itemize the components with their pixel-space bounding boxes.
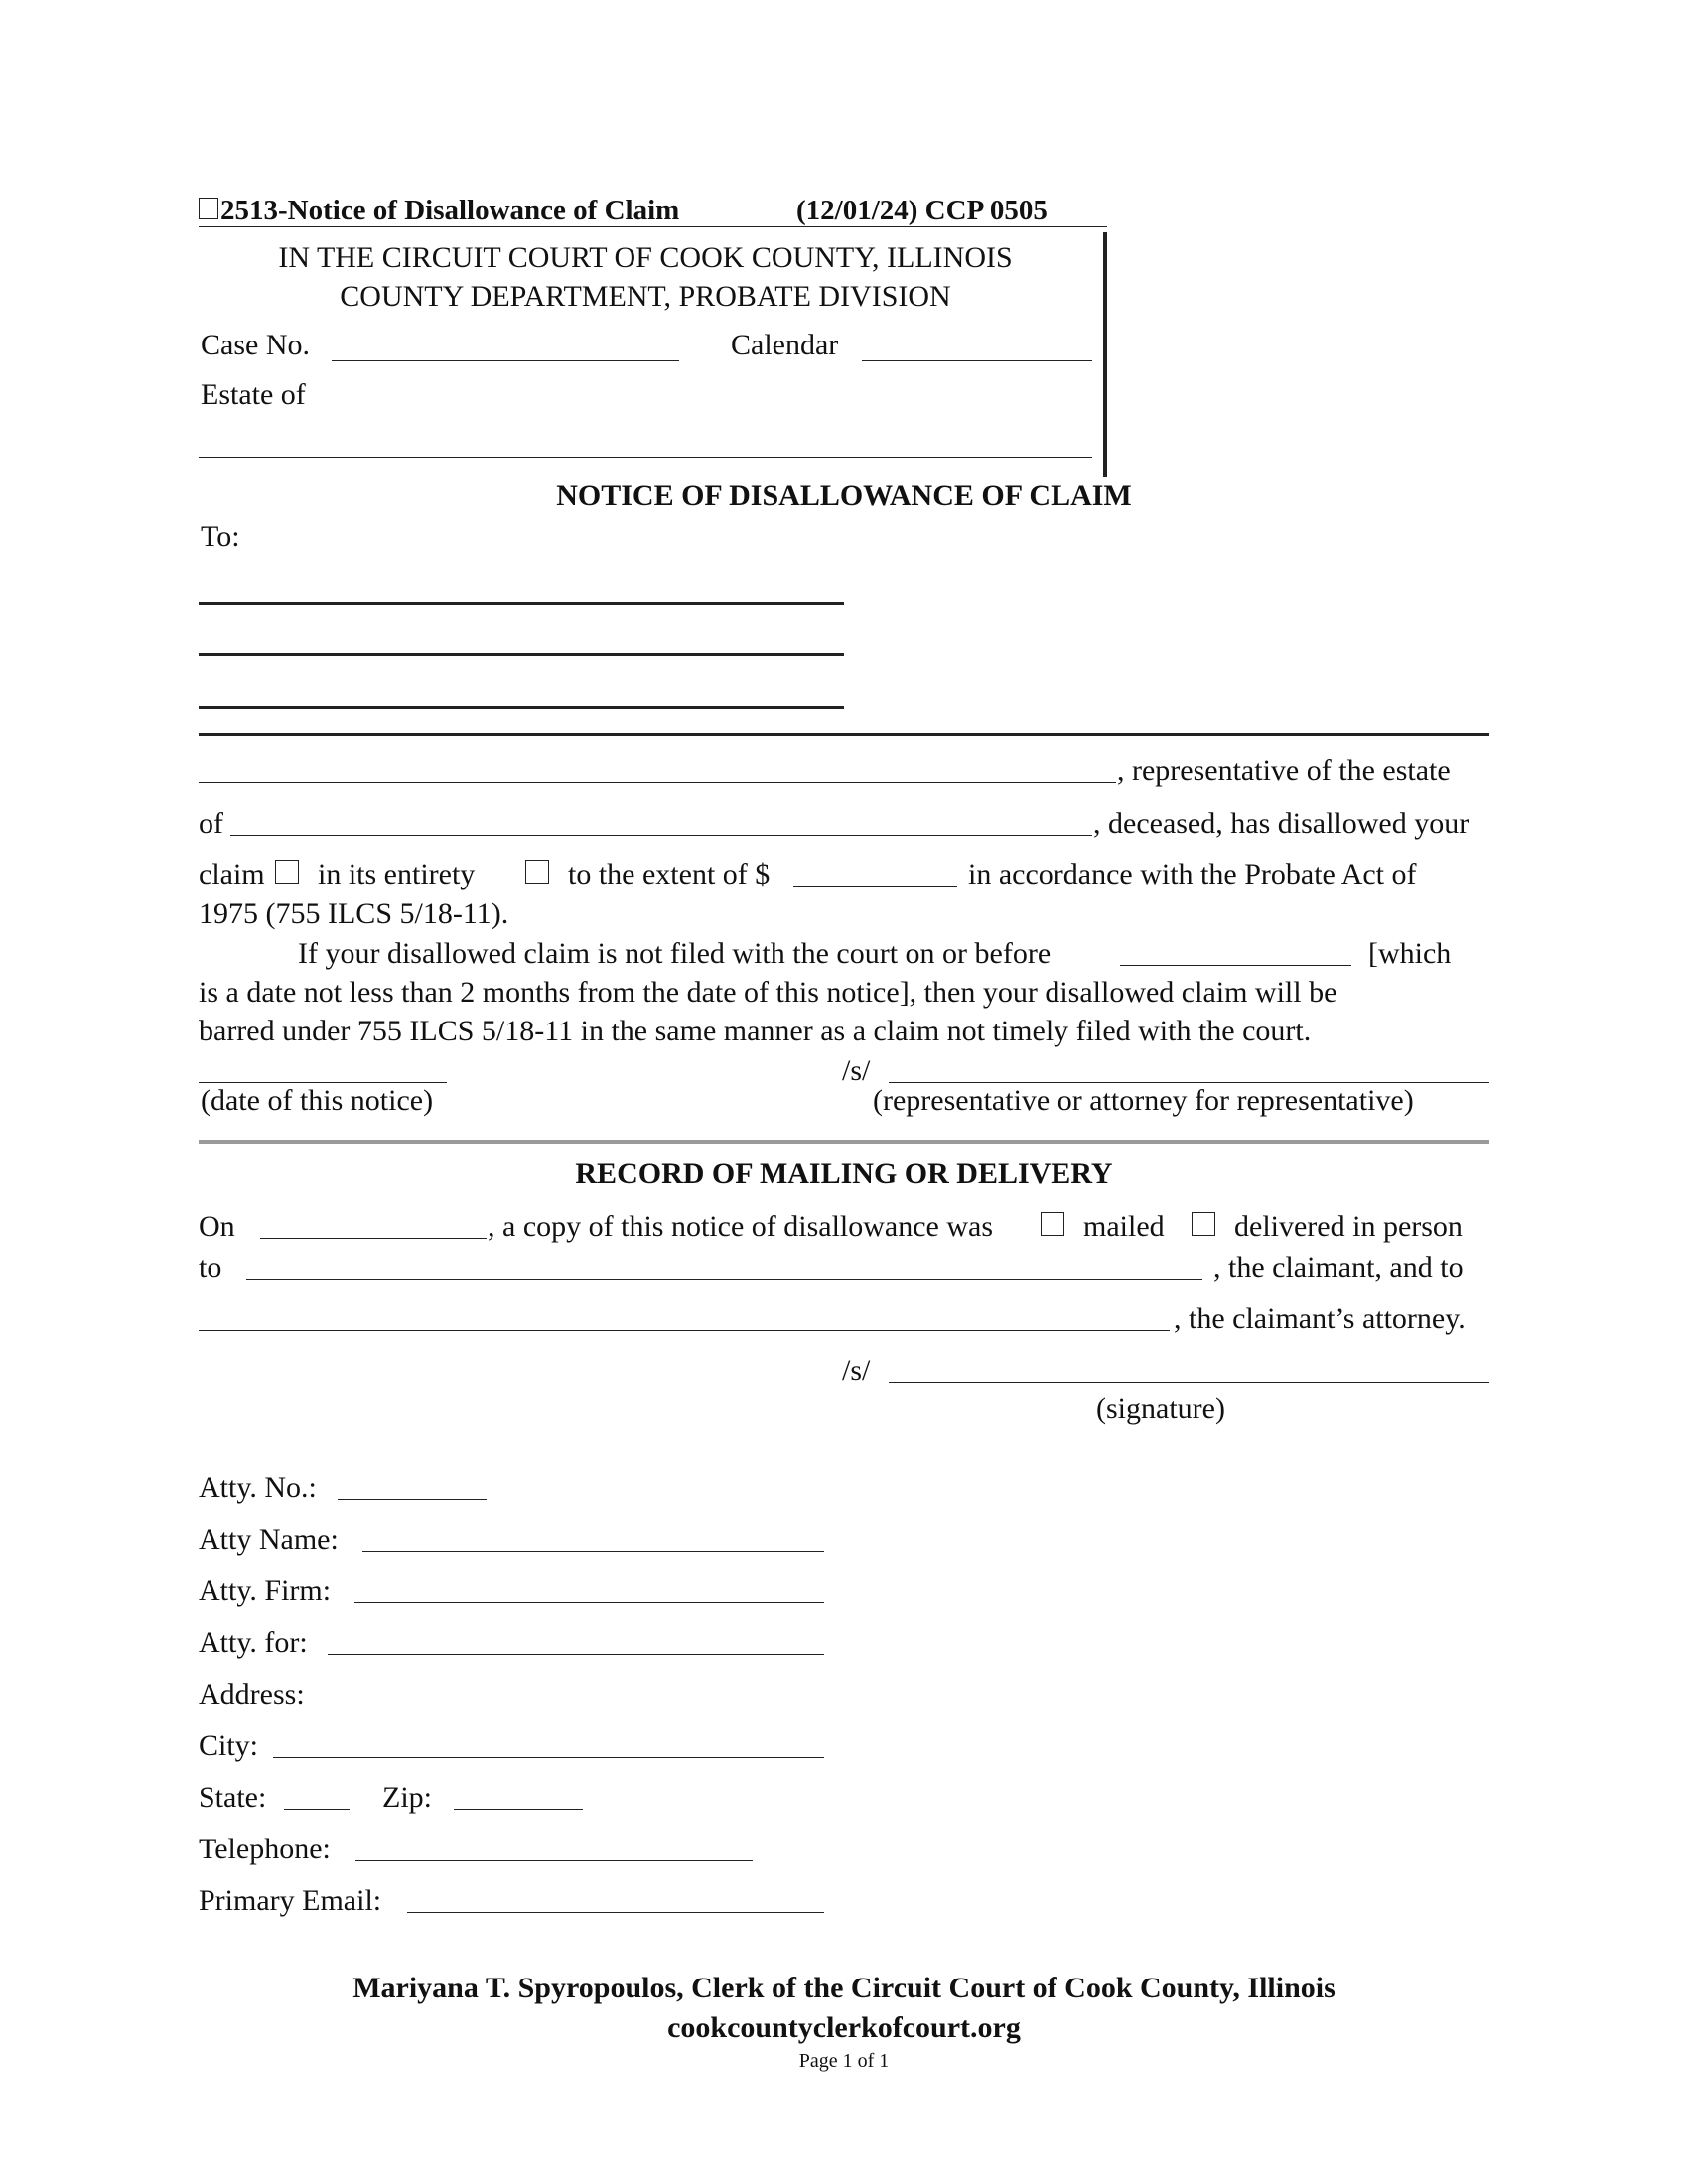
atty-for-field[interactable] [328, 1654, 824, 1655]
claim-label: claim [199, 858, 265, 890]
atty-no-label: Atty. No.: [199, 1471, 317, 1504]
estate-of-label: Estate of [201, 378, 306, 411]
entirety-checkbox[interactable] [275, 860, 299, 884]
record-title: RECORD OF MAILING OR DELIVERY [575, 1158, 1113, 1190]
of-label: of [199, 807, 223, 840]
extent-label: to the extent of $ [568, 858, 771, 890]
to-line-3[interactable] [199, 706, 844, 709]
accordance-text: in accordance with the Probate Act of [968, 858, 1417, 890]
email-field[interactable] [407, 1912, 824, 1913]
filing-deadline-text: If your disallowed claim is not filed with the court on or before [298, 937, 1052, 970]
decedent-field[interactable] [230, 835, 1092, 836]
copy-text: , a copy of this notice of disallowance was [488, 1210, 994, 1243]
atty-no-field[interactable] [338, 1499, 487, 1500]
atty-for-label: Atty. for: [199, 1626, 308, 1659]
clerk-website[interactable]: cookcountyclerkofcourt.org [667, 2011, 1021, 2044]
form-checkbox[interactable] [199, 198, 218, 219]
record-sig-prefix: /s/ [842, 1354, 871, 1387]
claimant-attorney-field[interactable] [199, 1330, 1170, 1331]
caption-vertical-rule [1103, 232, 1107, 477]
to-line-2[interactable] [199, 653, 844, 656]
to-label: To: [201, 520, 240, 553]
case-no-field[interactable] [332, 360, 679, 361]
which-text: [which [1368, 937, 1452, 970]
form-revision: (12/01/24) CCP 0505 [796, 195, 1048, 226]
atty-name-field[interactable] [362, 1551, 824, 1552]
telephone-field[interactable] [355, 1860, 753, 1861]
clerk-name: Mariyana T. Spyropoulos, Clerk of the Circuit Court of Cook County, Illinois [352, 1972, 1336, 2004]
record-to-label: to [199, 1251, 222, 1284]
estate-name-field[interactable] [199, 457, 1092, 458]
to-line-1[interactable] [199, 602, 844, 605]
representative-text: , representative of the estate [1117, 754, 1451, 787]
date-caption: (date of this notice) [201, 1084, 434, 1117]
delivered-checkbox[interactable] [1192, 1212, 1215, 1236]
header-underline [199, 226, 1107, 227]
email-label: Primary Email: [199, 1884, 382, 1917]
telephone-label: Telephone: [199, 1833, 331, 1865]
extent-amount-field[interactable] [793, 886, 957, 887]
atty-name-label: Atty Name: [199, 1523, 339, 1556]
entirety-label: in its entirety [318, 858, 476, 890]
on-label: On [199, 1210, 235, 1243]
representative-caption: (representative or attorney for representative) [873, 1084, 1414, 1117]
atty-firm-label: Atty. Firm: [199, 1574, 332, 1607]
attorney-text: , the claimant’s attorney. [1174, 1302, 1466, 1335]
extent-checkbox[interactable] [525, 860, 549, 884]
mailed-checkbox[interactable] [1041, 1212, 1064, 1236]
court-division: COUNTY DEPARTMENT, PROBATE DIVISION [340, 280, 951, 313]
deceased-text: , deceased, has disallowed your [1093, 807, 1470, 840]
calendar-label: Calendar [731, 329, 839, 361]
zip-label: Zip: [382, 1781, 432, 1814]
mailed-label: mailed [1083, 1210, 1165, 1243]
section-divider [199, 733, 1489, 736]
address-label: Address: [199, 1678, 305, 1710]
mailing-date-field[interactable] [260, 1238, 487, 1239]
delivered-label: delivered in person [1234, 1210, 1463, 1243]
court-name: IN THE CIRCUIT COURT OF COOK COUNTY, ILLINOIS [278, 241, 1013, 274]
state-field[interactable] [284, 1809, 350, 1810]
case-no-label: Case No. [201, 329, 310, 361]
state-label: State: [199, 1781, 267, 1814]
zip-field[interactable] [454, 1809, 583, 1810]
notice-body-line-3: barred under 755 ILCS 5/18-11 in the same manner as a claim not timely filed with the court. [199, 1015, 1312, 1047]
notice-sig-prefix: /s/ [842, 1054, 871, 1087]
city-field[interactable] [273, 1757, 824, 1758]
atty-firm-field[interactable] [354, 1602, 824, 1603]
representative-field[interactable] [199, 782, 1116, 783]
calendar-field[interactable] [862, 360, 1092, 361]
claimant-field[interactable] [246, 1279, 1202, 1280]
record-divider [199, 1140, 1489, 1144]
signature-caption: (signature) [1096, 1392, 1225, 1425]
filing-deadline-field[interactable] [1120, 965, 1351, 966]
notice-body-line-2: is a date not less than 2 months from the date of this notice], then your disallowed claim will be [199, 976, 1337, 1009]
representative-signature-field[interactable] [889, 1082, 1489, 1083]
claimant-text: , the claimant, and to [1213, 1251, 1464, 1284]
page-number: Page 1 of 1 [798, 2050, 890, 2072]
record-signature-field[interactable] [889, 1382, 1489, 1383]
notice-title: NOTICE OF DISALLOWANCE OF CLAIM [556, 479, 1132, 512]
act-citation: 1975 (755 ILCS 5/18-11). [199, 897, 509, 930]
city-label: City: [199, 1729, 259, 1762]
form-id: 2513-Notice of Disallowance of Claim [220, 195, 680, 226]
notice-date-field[interactable] [199, 1082, 447, 1083]
